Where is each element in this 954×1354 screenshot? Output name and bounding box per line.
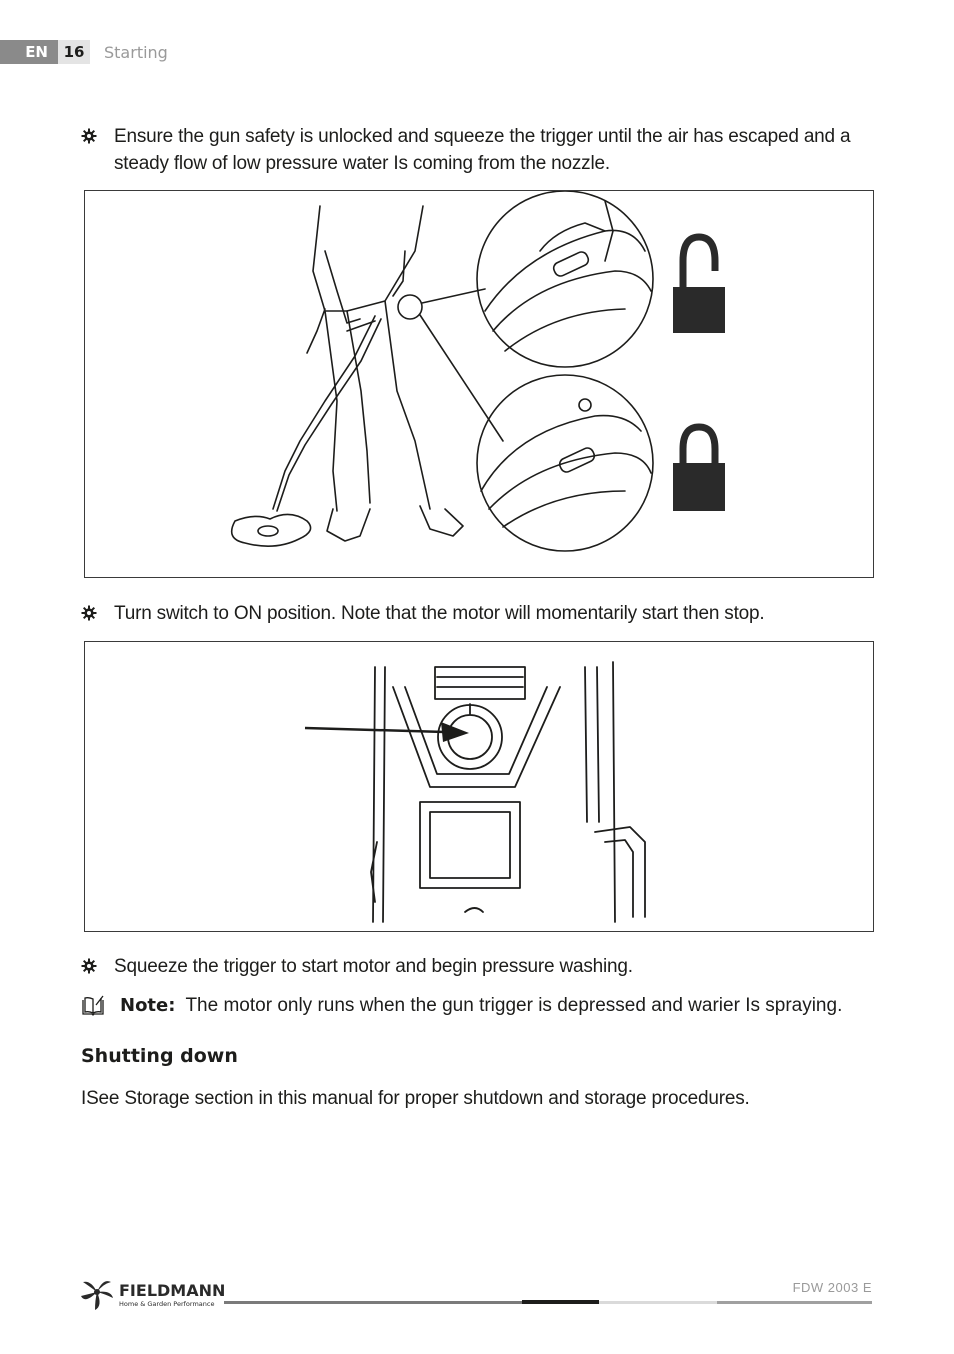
gear-bullet-icon <box>81 605 97 621</box>
gear-bullet-icon <box>81 128 97 144</box>
figure-on-switch <box>84 641 874 932</box>
padlock-closed-icon <box>673 427 725 511</box>
footer-line-light <box>599 1301 717 1304</box>
note-text: The motor only runs when the gun trigger is depressed and warier Is spraying. <box>185 995 843 1016</box>
padlock-open-icon <box>673 237 725 333</box>
figure-gun-safety <box>84 190 874 578</box>
bullet-text: Turn switch to ON position. Note that the motor will momentarily start then stop. <box>114 603 765 624</box>
note-label: Note: <box>120 995 176 1016</box>
shutting-down-text: ISee Storage section in this manual for proper shutdown and storage procedures. <box>81 1088 750 1109</box>
page-header <box>0 40 168 64</box>
bullet-text: Ensure the gun safety is unlocked and squeeze the trigger until the air has escaped and a steady flow of low pressure water Is coming from the nozzle. <box>114 126 851 174</box>
fan-icon <box>81 1281 113 1310</box>
gear-bullet-icon <box>81 958 97 974</box>
note <box>81 992 871 1019</box>
model-code: FDW 2003 E <box>792 1280 872 1295</box>
page-number: 16 <box>58 40 90 64</box>
arrow-pointer-icon <box>305 722 469 742</box>
gun-safety-illustration <box>85 191 873 577</box>
bullet-switch-on <box>81 600 861 627</box>
on-switch-illustration <box>85 642 873 931</box>
bullet-squeeze-trigger <box>81 953 861 980</box>
footer-line-mid <box>717 1301 872 1304</box>
shutting-down-heading: Shutting down <box>81 1045 238 1067</box>
bullet-text: Squeeze the trigger to start motor and begin pressure washing. <box>114 956 633 977</box>
section-name: Starting <box>104 42 168 62</box>
bullet-unlock-safety <box>81 123 861 177</box>
book-note-icon <box>81 995 105 1017</box>
fieldmann-logo <box>81 1276 226 1312</box>
footer-line-dark <box>522 1300 599 1304</box>
brand-name: FIELDMANN <box>119 1281 226 1300</box>
language-tab: EN <box>0 40 58 64</box>
footer-line-gray <box>224 1301 522 1304</box>
brand-tagline: Home & Garden Performance <box>119 1300 215 1308</box>
